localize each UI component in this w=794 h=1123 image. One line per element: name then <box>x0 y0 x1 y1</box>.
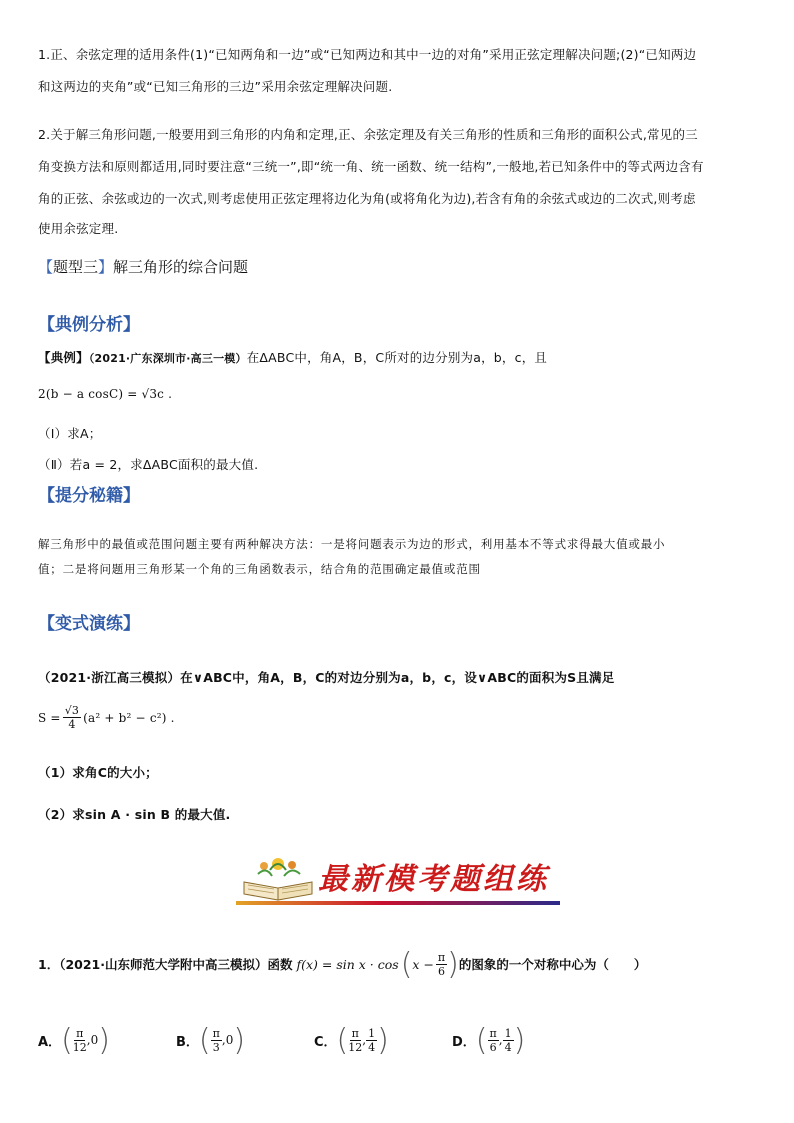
tips-line-2: 值；二是将问题用三角形某一个角的三角函数表示，结合角的范围确定最值或范围 <box>38 562 481 576</box>
variant-eq-right: (a² + b² − c²) . <box>83 710 175 725</box>
type3-heading <box>38 256 248 277</box>
note-2-line-2: 角变换方法和原则都适用,同时要注意“三统一”,即“统一角、统一函数、统一结构”,一般地,若已知条件中的等式两边含有 <box>38 159 704 174</box>
frac-denominator: 6 <box>438 964 446 978</box>
paren-right: ) <box>513 1022 526 1058</box>
paren-right: ) <box>447 946 459 982</box>
frac-denominator: 12 <box>72 1040 87 1054</box>
banner-title: 最新模考题组练 <box>318 862 549 897</box>
paren-left: ( <box>198 1022 211 1058</box>
frac-numerator: π <box>489 1026 497 1040</box>
problem-1-inner: x − <box>412 956 434 972</box>
option-letter: B． <box>176 1034 199 1050</box>
option-fraction <box>488 1027 499 1054</box>
problem-1-pi-over-6 <box>436 951 447 978</box>
paren-left: ( <box>336 1022 349 1058</box>
banner-underline <box>236 901 560 905</box>
problem-1-intro: 1．（2021·山东师范大学附中高三模拟）函数 <box>38 957 293 972</box>
variant-equation <box>38 704 175 731</box>
note-2-line-3: 角的正弦、余弦或边的一次式,则考虑使用正弦定理将边化为角(或将角化为边),若含有角的余弦式或边的二次式,则考虑 <box>38 191 696 206</box>
option-rest: ,0 <box>86 1033 99 1047</box>
option-c[interactable] <box>314 1018 389 1062</box>
section-banner <box>236 850 560 910</box>
option-d[interactable] <box>452 1018 525 1062</box>
note-1-line-1: 1.正、余弦定理的适用条件(1)“已知两角和一边”或“已知两边和其中一边的对角”采用正弦定理解决问题;(2)“已知两边 <box>38 47 697 62</box>
example-q2: （Ⅱ）若a = 2，求ΔABC面积的最大值. <box>38 457 259 472</box>
option-fraction <box>211 1027 222 1054</box>
option-rest: , <box>498 1033 503 1047</box>
tips-line-1: 解三角形中的最值或范围问题主要有两种解决方法：一是将问题表示为边的形式，利用基本不等式求得最大值或最小 <box>38 537 666 551</box>
paren-left: ( <box>61 1022 73 1058</box>
frac-denominator: 6 <box>489 1040 497 1054</box>
paren-left: ( <box>400 946 413 982</box>
type3-title: 解三角形的综合问题 <box>113 258 249 276</box>
note-2-line-1: 2.关于解三角形问题,一般要用到三角形的内角和定理,正、余弦定理及有关三角形的性质和三角形的面积公式,常见的三 <box>38 127 698 142</box>
option-fraction-2 <box>503 1027 514 1054</box>
variant-eq-numerator: √3 <box>64 704 80 717</box>
example-line-1 <box>38 345 547 372</box>
paren-left: ( <box>475 1022 488 1058</box>
option-letter: C． <box>314 1034 337 1050</box>
option-b[interactable] <box>176 1018 245 1062</box>
paren-right: ) <box>377 1022 389 1058</box>
bracket-close: 】 <box>98 258 114 276</box>
example-tag: 【典例】 <box>38 350 89 365</box>
paren-right: ) <box>98 1022 110 1058</box>
problem-1-question: 的图象的一个对称中心为（ ） <box>458 957 647 972</box>
variant-q2: （2）求sin A · sin B 的最大值. <box>38 807 231 822</box>
option-fraction-2 <box>366 1027 377 1054</box>
problem-1-stem <box>38 944 646 984</box>
variant-eq-denominator: 4 <box>68 718 76 731</box>
frac-numerator: π <box>212 1026 220 1040</box>
example-equation: 2(b − a cosC) = √3c . <box>38 387 173 401</box>
note-1-line-2: 和这两边的夹角”或“已知三角形的三边”采用余弦定理解决问题. <box>38 79 393 94</box>
variant-line-1: （2021·浙江高三模拟）在∨ABC中，角A，B，C的对边分别为a，b，c，设∨ABC的面积为S且满足 <box>38 670 615 685</box>
section-variant-practice: 【变式演练】 <box>38 614 140 634</box>
note-2-line-4: 使用余弦定理. <box>38 221 119 236</box>
frac-numerator: π <box>437 950 446 964</box>
variant-q1: （1）求角C的大小； <box>38 765 158 780</box>
paren-right: ) <box>233 1022 246 1058</box>
problem-1-function: f(x) = sin x · cos <box>296 956 399 972</box>
frac-numerator: 1 <box>368 1026 376 1040</box>
frac-denominator: 4 <box>504 1040 512 1054</box>
section-tips: 【提分秘籍】 <box>38 486 140 506</box>
example-q1: （Ⅰ）求A； <box>38 426 102 441</box>
example-text: 在ΔABC中，角A，B，C所对的边分别为a，b，c，且 <box>246 350 548 365</box>
bracket-open: 【 <box>38 258 54 276</box>
option-rest: ,0 <box>221 1033 234 1047</box>
frac-numerator: π <box>76 1026 84 1040</box>
frac-denominator: 4 <box>368 1040 376 1054</box>
option-letter: D． <box>452 1034 476 1050</box>
option-fraction <box>348 1027 362 1054</box>
section-example-analysis: 【典例分析】 <box>38 315 140 335</box>
example-source: （2021·广东深圳市·高三一模） <box>88 352 247 365</box>
frac-numerator: π <box>351 1026 359 1040</box>
frac-denominator: 12 <box>348 1040 363 1054</box>
frac-denominator: 3 <box>212 1040 220 1054</box>
variant-eq-fraction <box>63 704 81 731</box>
option-fraction <box>73 1027 87 1054</box>
frac-numerator: 1 <box>504 1026 512 1040</box>
option-letter: A． <box>38 1034 62 1050</box>
type3-label: 题型三 <box>53 258 99 276</box>
option-a[interactable] <box>38 1018 110 1062</box>
open-book-icon <box>240 852 316 902</box>
option-rest: , <box>362 1033 367 1047</box>
variant-eq-left: S = <box>38 710 61 725</box>
